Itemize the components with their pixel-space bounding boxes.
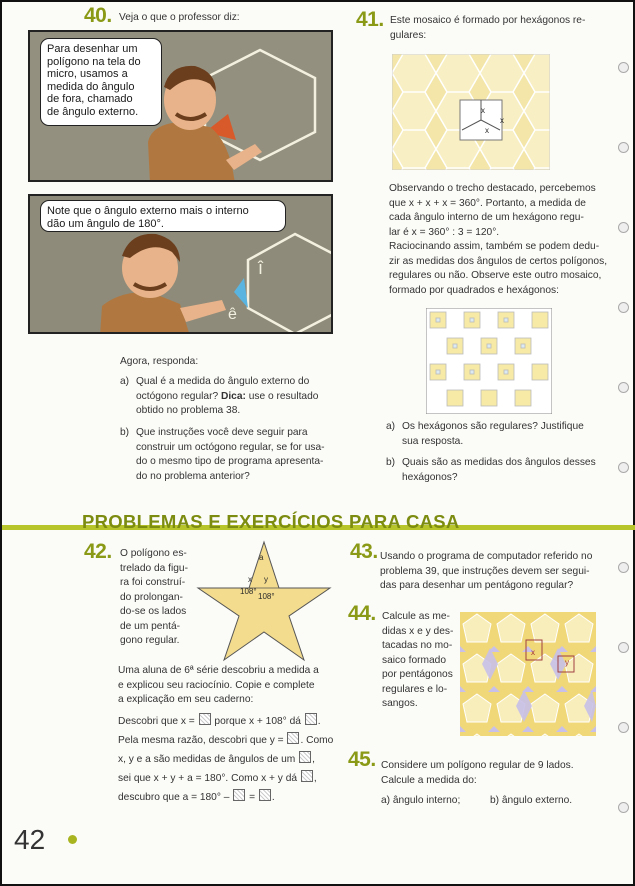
blank-box (301, 770, 313, 782)
comic-panel-1 (28, 30, 333, 182)
spiral-ring-icon (618, 722, 629, 733)
speech-bubble-2 (40, 200, 286, 232)
text-line: construir um octógono regular, se for usa- (136, 441, 325, 453)
text-span: . (271, 792, 275, 803)
text-line: por pentágonos (382, 669, 453, 680)
text-line: Calcule a medida do: (381, 774, 477, 786)
text-span: porque x + 108° dá (214, 716, 301, 727)
mosaic-label-y: y (565, 658, 569, 667)
explanation-line (118, 712, 348, 731)
page-number-dot-icon (68, 835, 77, 844)
bubble2-line: dão um ângulo de 180°. (47, 217, 164, 230)
text-line: do-se os lados (120, 606, 187, 617)
text-line: regulares ou não. Observe este outro mosaico, (389, 270, 602, 281)
hexagon-mosaic (392, 54, 550, 170)
page-number: 42 (14, 824, 46, 855)
spiral-ring-icon (618, 642, 629, 653)
star-label-y: y (264, 575, 268, 584)
text-line: sangos. (382, 698, 418, 709)
problem-40-qb-prefix: b) (120, 427, 130, 438)
spiral-ring-icon (618, 802, 629, 813)
star-label-a: a (259, 553, 264, 562)
text-line: tacadas no mo- (382, 640, 453, 651)
spiral-ring-icon (618, 562, 629, 573)
text-span: use o resultado (248, 390, 319, 402)
blank-box (259, 789, 271, 801)
text-line: obtido no problema 38. (136, 405, 241, 416)
text-line: Qual é a medida do ângulo externo do (136, 376, 310, 387)
bubble1-line: polígono na tela do (47, 55, 141, 68)
text-line: Calcule as me- (382, 611, 450, 622)
text-span: = (249, 792, 256, 803)
blank-box (305, 713, 317, 725)
text-line: das para desenhar um pentágono regular? (380, 580, 574, 591)
star-label-108-left: 108° (240, 587, 257, 596)
label-exterior-angle: ê (228, 306, 237, 323)
text-line: trelado da figu- (120, 562, 188, 574)
problem-44-text (382, 610, 458, 712)
text-line (136, 390, 336, 405)
text-line: e explicou seu raciocínio. Copie e complete (118, 679, 315, 691)
text-line: didas x e y des- (382, 625, 454, 637)
text-line: Os hexágonos são regulares? Justifique (402, 421, 584, 432)
spiral-ring-icon (618, 382, 629, 393)
text-span: . Como (300, 735, 334, 746)
mosaic-label-x: x (531, 648, 535, 657)
spiral-ring-icon (618, 62, 629, 73)
problem-40-qa-prefix: a) (120, 376, 130, 387)
text-line: Usando o programa de computador referido no (380, 551, 593, 562)
text-span: , (312, 754, 315, 765)
problem-43-text (380, 550, 620, 594)
text-span: Pela mesma razão, descobri que y = (118, 735, 284, 746)
problem-42-body (118, 664, 343, 708)
text-line: regulares e lo- (382, 683, 448, 695)
bubble2-line: Note que o ângulo externo mais o interno (47, 205, 249, 217)
bubble1-line: micro, usamos a (47, 68, 128, 80)
text-line: do prolongan- (120, 591, 183, 603)
explanation-line (118, 788, 348, 807)
problem-42-explanation (118, 712, 348, 807)
text-span: sei que x + y + a = 180°. Como x + y dá (118, 773, 298, 784)
comic-panel-2 (28, 194, 333, 334)
problem-41-intro (390, 14, 605, 43)
text-line: do no problema anterior? (136, 470, 250, 482)
label-interior-angle: î (258, 258, 264, 278)
bubble1-line: Para desenhar um (47, 43, 138, 55)
text-line: lar é x = 360° : 3 = 120°. (389, 226, 500, 238)
problem-45-item-b: b) ângulo externo. (490, 795, 573, 806)
text-line: Uma aluna de 6ª série descobriu a medida a (118, 665, 319, 676)
blank-box (287, 732, 299, 744)
text-span: , (313, 773, 317, 784)
text-line: hexágonos? (402, 471, 458, 483)
text-line: Raciocinando assim, também se podem dedu- (389, 241, 600, 252)
text-line: do o mesmo tipo de programa apresenta- (136, 456, 324, 467)
bubble1-line: de ângulo externo. (47, 105, 139, 118)
bubble1-line: medida do ângulo (47, 80, 135, 93)
star-label-x: x (248, 575, 252, 584)
explanation-line (118, 750, 348, 769)
problem-41-qa-prefix: a) (386, 421, 396, 432)
speech-bubble-1 (40, 38, 162, 126)
hint-label: Dica: (220, 390, 246, 402)
text-line: Este mosaico é formado por hexágonos re- (390, 15, 586, 26)
problem-41-body (389, 182, 621, 298)
spiral-ring-icon (618, 302, 629, 313)
blank-box (233, 789, 245, 801)
text-line: de um pentá- (120, 620, 181, 632)
blank-box (299, 751, 311, 763)
problem-40-question-a (136, 375, 336, 419)
text-line: que x + x + x = 360°. Portanto, a medida de (389, 197, 586, 209)
text-span: x, y e a são medidas de ângulos de um (118, 754, 296, 765)
problem-43-number: 43. (350, 540, 378, 563)
problem-40-number: 40. (84, 4, 112, 27)
section-banner: PROBLEMAS E EXERCÍCIOS PARA CASA (82, 511, 460, 532)
problem-45-number: 45. (348, 748, 376, 771)
mosaic-x-label: x (481, 106, 485, 115)
text-line: cada ângulo interno de um hexágono regu- (389, 212, 584, 223)
text-span: octógono regular? (136, 390, 219, 402)
spiral-ring-icon (618, 142, 629, 153)
bubble1-line: de fora, chamado (47, 93, 133, 105)
text-line: gono regular. (120, 635, 180, 646)
text-line: a explicação em seu caderno: (118, 694, 254, 705)
problem-40-intro: Veja o que o professor diz: (119, 12, 240, 23)
mosaic-x-label: x (500, 116, 504, 125)
mosaic-x-label: x (485, 126, 489, 135)
problem-45-text (381, 759, 621, 788)
problem-45-item-a: a) ângulo interno; (381, 795, 461, 806)
star-label-108-right: 108° (258, 592, 275, 601)
text-line: Considere um polígono regular de 9 lados. (381, 760, 574, 771)
text-line: Que instruções você deve seguir para (136, 427, 308, 438)
problem-41-number: 41. (356, 8, 384, 31)
problem-41-question-a (402, 420, 612, 449)
problem-40-respond: Agora, responda: (120, 356, 199, 367)
pentagon-mosaic (460, 612, 596, 736)
text-line: O polígono es- (120, 548, 187, 559)
text-line: zir as medidas dos ângulos de certos polígonos, (389, 255, 608, 267)
problem-40-question-b (136, 426, 341, 484)
problem-42-number: 42. (84, 540, 112, 563)
text-line: formado por quadrados e hexágonos: (389, 284, 559, 296)
text-line: saico formado (382, 654, 446, 666)
text-span: Descobri que x = (118, 716, 195, 727)
problem-42-side-text (120, 547, 200, 649)
spiral-ring-icon (618, 222, 629, 233)
problem-41-qb-prefix: b) (386, 457, 396, 468)
text-line: Quais são as medidas dos ângulos desses (402, 457, 596, 468)
text-line: ra foi construí- (120, 577, 186, 588)
square-hexagon-mosaic (426, 308, 552, 414)
spiral-ring-icon (618, 462, 629, 473)
blank-box (199, 713, 211, 725)
text-span: . (317, 716, 321, 727)
text-line: gulares: (390, 29, 427, 41)
explanation-line (118, 769, 348, 788)
text-line: sua resposta. (402, 435, 464, 447)
text-line: problema 39, que instruções devem ser segui- (380, 565, 590, 577)
problem-44-number: 44. (348, 602, 376, 625)
problem-41-question-b (402, 456, 612, 485)
text-span: descubro que a = 180° – (118, 792, 230, 803)
explanation-line (118, 731, 348, 750)
text-line: Observando o trecho destacado, percebemos (389, 183, 596, 194)
